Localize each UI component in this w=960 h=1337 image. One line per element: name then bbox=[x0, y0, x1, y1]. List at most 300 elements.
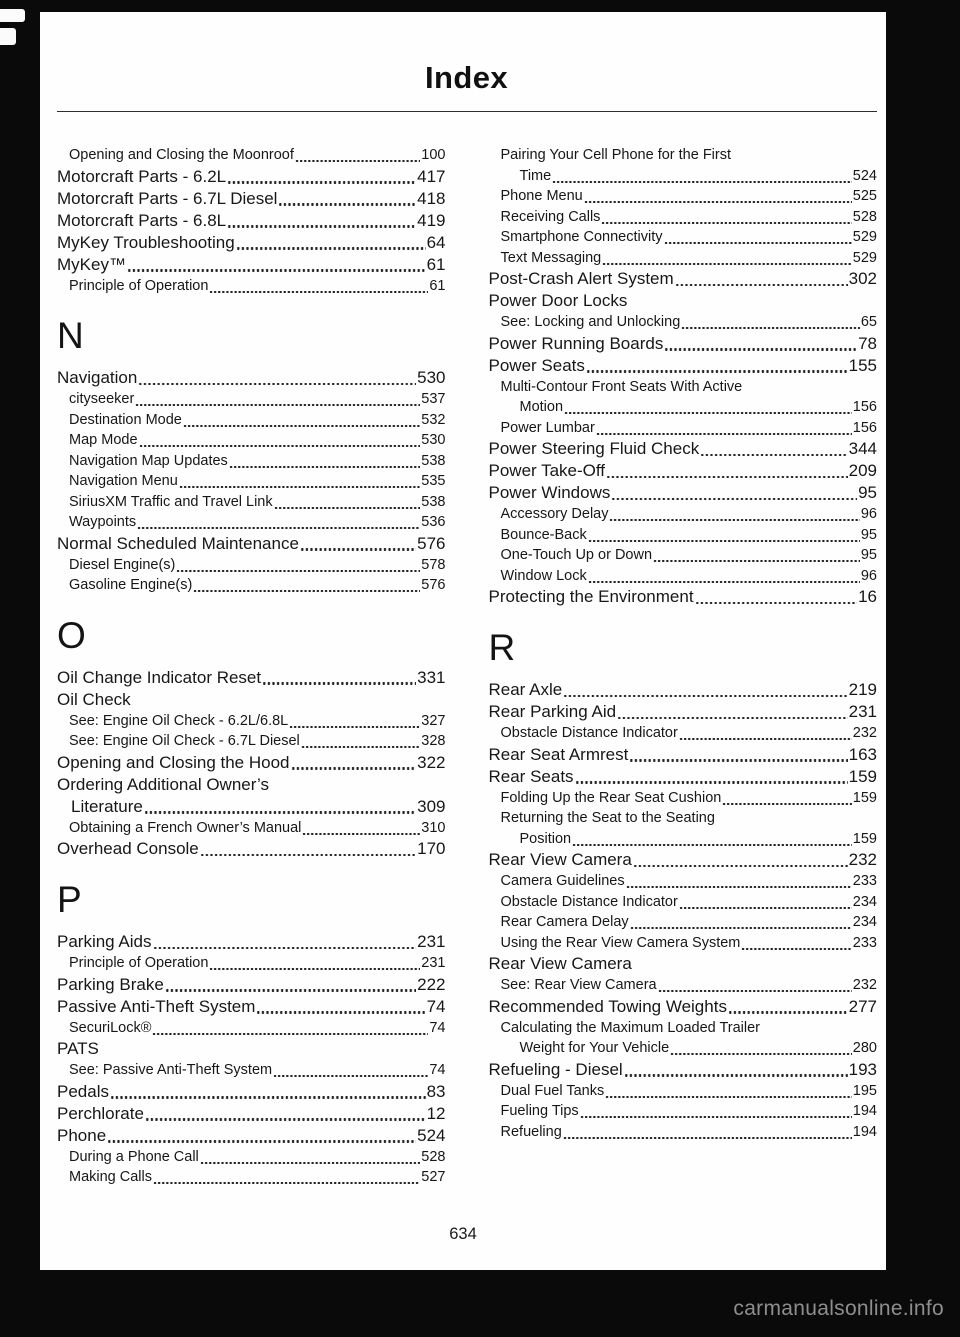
index-entry-text: Navigation Map Updates bbox=[69, 452, 228, 469]
page-header bbox=[40, 12, 886, 98]
index-entry-text: Oil Change Indicator Reset bbox=[57, 667, 262, 687]
index-entry-text: Rear Camera Delay bbox=[500, 914, 629, 930]
index-entry-page: 170 bbox=[417, 839, 446, 858]
index-entry bbox=[489, 545, 878, 566]
index-entry bbox=[57, 492, 446, 513]
dot-leader bbox=[107, 1140, 416, 1142]
index-entry-page: 232 bbox=[852, 977, 877, 993]
dot-leader bbox=[700, 454, 847, 456]
index-section-letter: P bbox=[57, 879, 82, 920]
scan-border-bottom bbox=[0, 1270, 960, 1337]
index-entry-text: Navigation Menu bbox=[69, 473, 178, 489]
index-entry bbox=[489, 377, 878, 398]
dot-leader bbox=[588, 540, 860, 542]
dot-leader bbox=[630, 927, 852, 929]
index-entry-page: 159 bbox=[852, 789, 877, 806]
dot-leader bbox=[200, 1162, 421, 1164]
page-title: Index bbox=[425, 60, 508, 95]
dot-leader bbox=[145, 1118, 426, 1120]
index-entry bbox=[57, 276, 446, 297]
index-entry-page: 231 bbox=[848, 702, 877, 721]
index-entry-text: MyKey Troubleshooting bbox=[57, 232, 235, 252]
index-entry-text: Passive Anti-Theft System bbox=[57, 996, 256, 1016]
dot-leader bbox=[670, 1053, 852, 1055]
index-entry-text: Fueling Tips bbox=[500, 1103, 579, 1119]
index-entry-page: 95 bbox=[860, 547, 877, 563]
index-entry bbox=[489, 460, 878, 482]
dot-leader bbox=[695, 602, 858, 604]
index-entry bbox=[489, 996, 878, 1018]
index-entry bbox=[57, 1018, 446, 1039]
index-entry-page: 576 bbox=[417, 533, 446, 553]
index-entry-text: Perchlorate bbox=[57, 1103, 144, 1123]
index-entry-text: See: Engine Oil Check - 6.2L/6.8L bbox=[69, 712, 289, 729]
dot-leader bbox=[629, 759, 847, 761]
index-entry bbox=[489, 723, 878, 744]
index-entry-text: Rear Axle bbox=[488, 680, 563, 699]
index-entry bbox=[57, 533, 446, 555]
index-entry bbox=[57, 931, 446, 953]
dot-leader bbox=[139, 445, 421, 447]
dot-leader bbox=[262, 682, 416, 684]
index-entry-page: 538 bbox=[421, 452, 446, 469]
scan-border-right bbox=[886, 0, 960, 1337]
index-entry-text: During a Phone Call bbox=[69, 1148, 199, 1165]
dot-leader bbox=[110, 1096, 426, 1098]
index-entry bbox=[57, 210, 446, 232]
index-entry-page: 524 bbox=[852, 167, 877, 184]
dot-leader bbox=[138, 383, 416, 385]
index-entry-text: Principle of Operation bbox=[69, 955, 209, 971]
index-entry bbox=[57, 818, 446, 839]
index-entry bbox=[489, 482, 878, 504]
dot-leader bbox=[127, 269, 426, 271]
index-entry-page: 194 bbox=[852, 1103, 877, 1119]
index-section-letter: R bbox=[488, 627, 516, 668]
dot-leader bbox=[679, 738, 852, 740]
index-entry bbox=[57, 430, 446, 451]
index-entry-page: 529 bbox=[852, 249, 877, 266]
index-entry-text: Receiving Calls bbox=[500, 208, 601, 225]
index-entry bbox=[489, 679, 878, 701]
index-entry bbox=[57, 1125, 446, 1147]
index-entry-text: cityseeker bbox=[69, 391, 135, 407]
index-entry bbox=[57, 389, 446, 410]
index-entry-text: Accessory Delay bbox=[500, 506, 609, 522]
index-entry-text: Camera Guidelines bbox=[500, 873, 625, 889]
dot-leader bbox=[144, 811, 416, 813]
index-entry-text: Power Door Locks bbox=[488, 291, 628, 310]
index-entry bbox=[489, 186, 878, 207]
dot-leader bbox=[572, 844, 852, 846]
index-entry bbox=[57, 774, 446, 796]
index-entry-text: Principle of Operation bbox=[69, 277, 209, 294]
index-entry bbox=[489, 290, 878, 312]
index-entry-page: 537 bbox=[421, 391, 446, 407]
index-entry-page: 280 bbox=[852, 1040, 877, 1056]
index-entry-page: 16 bbox=[858, 587, 877, 606]
index-entry bbox=[489, 1038, 878, 1059]
dot-leader bbox=[295, 160, 420, 162]
index-entry-text: Power Seats bbox=[488, 355, 585, 375]
scan-border-left bbox=[0, 0, 40, 1337]
index-entry-text: Dual Fuel Tanks bbox=[500, 1082, 605, 1099]
index-entry-text: Obtaining a French Owner’s Manual bbox=[69, 819, 302, 836]
index-entry bbox=[57, 752, 446, 774]
index-content bbox=[40, 112, 886, 1188]
index-entry-page: 74 bbox=[426, 996, 446, 1016]
index-entry-page: 344 bbox=[848, 439, 877, 458]
index-entry-page: 95 bbox=[858, 483, 877, 502]
dot-leader bbox=[675, 284, 848, 286]
index-entry-text: Motorcraft Parts - 6.8L bbox=[57, 210, 227, 230]
index-entry bbox=[489, 975, 878, 996]
index-entry bbox=[489, 744, 878, 766]
index-entry-text: Refueling - Diesel bbox=[488, 1059, 623, 1079]
manual-page bbox=[40, 12, 886, 1270]
index-entry-text: Refueling bbox=[500, 1123, 562, 1140]
index-entry-page: 194 bbox=[852, 1123, 877, 1140]
index-entry-page: 322 bbox=[417, 752, 446, 772]
dot-leader bbox=[741, 948, 851, 950]
index-entry-page: 61 bbox=[429, 277, 446, 294]
index-entry-page: 64 bbox=[426, 232, 446, 252]
index-entry-page: 277 bbox=[848, 996, 877, 1016]
index-entry bbox=[489, 418, 878, 439]
dot-leader bbox=[301, 746, 421, 748]
index-entry bbox=[489, 892, 878, 913]
index-entry-text: PATS bbox=[57, 1039, 99, 1058]
index-entry-page: 96 bbox=[860, 567, 877, 584]
index-entry-page: 61 bbox=[426, 254, 446, 274]
page-corner-artifact bbox=[0, 28, 16, 45]
index-entry-page: 532 bbox=[421, 411, 446, 428]
dot-leader bbox=[563, 1137, 852, 1139]
index-entry-text: See: Engine Oil Check - 6.7L Diesel bbox=[69, 733, 300, 749]
index-entry bbox=[57, 512, 446, 533]
index-entry bbox=[57, 555, 446, 576]
dot-leader bbox=[605, 1096, 852, 1098]
index-entry-text: Gasoline Engine(s) bbox=[69, 577, 193, 593]
index-entry-page: 155 bbox=[848, 355, 877, 375]
index-entry-text: Ordering Additional Owner’s bbox=[57, 774, 269, 794]
dot-leader bbox=[300, 548, 416, 550]
index-entry-page: 95 bbox=[860, 526, 877, 543]
index-entry bbox=[57, 166, 446, 188]
index-entry-text: Overhead Console bbox=[57, 839, 199, 858]
index-entry bbox=[57, 471, 446, 492]
index-entry-text: Using the Rear View Camera System bbox=[500, 934, 741, 951]
dot-leader bbox=[209, 968, 420, 970]
dot-leader bbox=[153, 947, 417, 949]
dot-leader bbox=[176, 570, 420, 572]
index-entry-text: Rear Seats bbox=[488, 766, 574, 786]
index-entry-page: 65 bbox=[860, 314, 877, 330]
dot-leader bbox=[664, 242, 852, 244]
index-entry bbox=[57, 575, 446, 596]
index-entry-text: Protecting the Environment bbox=[488, 587, 694, 606]
index-entry bbox=[489, 766, 878, 788]
dot-leader bbox=[291, 767, 417, 769]
index-entry-text: Motion bbox=[519, 399, 564, 415]
index-entry bbox=[57, 838, 446, 860]
dot-leader bbox=[575, 781, 848, 783]
dot-leader bbox=[165, 989, 416, 991]
index-column-left bbox=[57, 145, 446, 1188]
index-entry-page: 328 bbox=[421, 733, 446, 749]
index-entry bbox=[57, 367, 446, 389]
dot-leader bbox=[588, 581, 860, 583]
dot-leader bbox=[611, 498, 857, 500]
index-entry-text: Map Mode bbox=[69, 432, 138, 448]
index-entry-page: 528 bbox=[421, 1148, 446, 1165]
index-entry bbox=[489, 166, 878, 187]
index-entry-page: 525 bbox=[852, 188, 877, 204]
dot-leader bbox=[626, 886, 852, 888]
index-entry bbox=[57, 232, 446, 254]
index-entry-text: See: Rear View Camera bbox=[500, 977, 657, 993]
dot-leader bbox=[653, 560, 860, 562]
page-corner-artifact bbox=[0, 9, 25, 22]
index-entry-text: Opening and Closing the Moonroof bbox=[69, 147, 294, 163]
index-entry-text: Normal Scheduled Maintenance bbox=[57, 533, 299, 553]
page-number: 634 bbox=[449, 1225, 477, 1243]
index-entry-page: 417 bbox=[417, 166, 446, 186]
index-entry bbox=[489, 912, 878, 933]
index-entry-page: 578 bbox=[421, 556, 446, 573]
index-entry-text: Rear View Camera bbox=[488, 850, 632, 869]
index-entry bbox=[489, 312, 878, 333]
index-entry bbox=[489, 829, 878, 850]
index-entry bbox=[57, 1038, 446, 1060]
index-entry-page: 195 bbox=[852, 1082, 877, 1099]
index-entry-text: Literature bbox=[71, 796, 143, 816]
index-entry-text: SiriusXM Traffic and Travel Link bbox=[69, 493, 273, 510]
index-entry-text: Calculating the Maximum Loaded Trailer bbox=[500, 1019, 761, 1036]
index-entry-page: 156 bbox=[852, 399, 877, 415]
index-entry-page: 159 bbox=[852, 830, 877, 847]
dot-leader bbox=[183, 425, 420, 427]
index-entry-text: MyKey™ bbox=[57, 254, 126, 274]
index-entry bbox=[57, 667, 446, 689]
index-entry-page: 530 bbox=[417, 368, 446, 387]
index-entry-text: Pairing Your Cell Phone for the First bbox=[500, 147, 732, 163]
index-entry bbox=[57, 145, 446, 166]
index-entry-page: 156 bbox=[852, 419, 877, 436]
index-entry-text: Power Steering Fluid Check bbox=[488, 439, 700, 458]
index-entry-page: 74 bbox=[429, 1019, 446, 1036]
index-entry-page: 309 bbox=[417, 796, 446, 816]
dot-leader bbox=[278, 203, 416, 205]
index-section-letter: N bbox=[57, 315, 84, 356]
index-entry-page: 222 bbox=[417, 974, 446, 994]
index-entry-page: 193 bbox=[848, 1059, 877, 1079]
dot-leader bbox=[153, 1182, 420, 1184]
index-entry-page: 163 bbox=[848, 744, 877, 764]
index-entry-page: 12 bbox=[426, 1103, 446, 1123]
index-entry-page: 528 bbox=[852, 208, 877, 225]
dot-leader bbox=[209, 291, 428, 293]
index-entry-page: 233 bbox=[852, 873, 877, 889]
index-entry-text: Weight for Your Vehicle bbox=[519, 1040, 670, 1056]
index-entry bbox=[489, 333, 878, 355]
index-entry-page: 331 bbox=[417, 667, 446, 687]
index-entry bbox=[57, 1147, 446, 1168]
index-entry-text: Post-Crash Alert System bbox=[488, 269, 674, 288]
index-entry-text: Window Lock bbox=[500, 567, 587, 584]
index-entry-text: One-Touch Up or Down bbox=[500, 547, 653, 563]
index-entry-text: Obstacle Distance Indicator bbox=[500, 725, 678, 741]
index-entry-page: 232 bbox=[852, 725, 877, 741]
index-entry-page: 83 bbox=[426, 1081, 446, 1101]
index-entry-page: 530 bbox=[421, 432, 446, 448]
index-entry-text: Bounce-Back bbox=[500, 526, 587, 543]
index-entry-text: Rear Seat Armrest bbox=[488, 744, 629, 764]
index-entry-text: Smartphone Connectivity bbox=[500, 229, 663, 245]
index-entry bbox=[57, 953, 446, 974]
index-entry-page: 529 bbox=[852, 229, 877, 245]
dot-leader bbox=[135, 404, 420, 406]
index-entry-page: 302 bbox=[848, 269, 877, 288]
dot-leader bbox=[137, 527, 420, 529]
index-entry bbox=[489, 788, 878, 809]
dot-leader bbox=[236, 247, 426, 249]
index-entry-text: Rear View Camera bbox=[488, 954, 632, 973]
index-entry bbox=[57, 1081, 446, 1103]
dot-leader bbox=[664, 348, 857, 350]
dot-leader bbox=[596, 433, 852, 435]
index-entry-page: 233 bbox=[852, 934, 877, 951]
index-entry-text: Parking Brake bbox=[57, 974, 164, 994]
dot-leader bbox=[584, 201, 852, 203]
dot-leader bbox=[229, 466, 421, 468]
index-entry bbox=[489, 701, 878, 723]
index-entry-text: Waypoints bbox=[69, 514, 137, 530]
dot-leader bbox=[586, 370, 848, 372]
index-entry bbox=[57, 996, 446, 1018]
dot-leader bbox=[200, 854, 416, 856]
index-entry bbox=[57, 796, 446, 818]
index-entry bbox=[489, 1059, 878, 1081]
dot-leader bbox=[679, 907, 852, 909]
dot-leader bbox=[552, 181, 852, 183]
index-entry-page: 234 bbox=[852, 914, 877, 930]
dot-leader bbox=[289, 726, 420, 728]
dot-leader bbox=[256, 1011, 425, 1013]
index-entry bbox=[489, 438, 878, 460]
index-entry-text: Position bbox=[519, 830, 572, 847]
index-entry bbox=[489, 397, 878, 418]
watermark: carmanualsonline.info bbox=[733, 1297, 944, 1320]
index-entry-text: Obstacle Distance Indicator bbox=[500, 893, 678, 910]
dot-leader bbox=[681, 327, 860, 329]
index-entry-text: Diesel Engine(s) bbox=[69, 556, 176, 573]
index-entry-text: Text Messaging bbox=[500, 249, 602, 266]
index-entry-page: 96 bbox=[860, 506, 877, 522]
index-entry-text: Recommended Towing Weights bbox=[488, 996, 727, 1016]
index-entry-page: 231 bbox=[417, 932, 446, 951]
index-entry bbox=[489, 1018, 878, 1039]
index-entry bbox=[57, 410, 446, 431]
index-entry-text: Opening and Closing the Hood bbox=[57, 752, 290, 772]
index-entry bbox=[489, 933, 878, 954]
index-entry bbox=[57, 1103, 446, 1125]
index-entry-text: Phone bbox=[57, 1125, 107, 1145]
index-entry bbox=[489, 207, 878, 228]
index-entry bbox=[57, 711, 446, 732]
dot-leader bbox=[302, 833, 420, 835]
index-entry-page: 538 bbox=[421, 493, 446, 510]
index-entry-page: 100 bbox=[421, 147, 446, 163]
index-entry-page: 535 bbox=[421, 473, 446, 489]
index-entry-text: Motorcraft Parts - 6.2L bbox=[57, 166, 227, 186]
index-entry-text: Making Calls bbox=[69, 1169, 152, 1185]
dot-leader bbox=[273, 1075, 428, 1077]
index-entry-page: 576 bbox=[421, 577, 446, 593]
index-entry-text: SecuriLock® bbox=[69, 1019, 152, 1036]
index-entry bbox=[489, 566, 878, 587]
index-entry bbox=[57, 731, 446, 752]
index-entry-text: Power Lumbar bbox=[500, 419, 595, 436]
dot-leader bbox=[609, 519, 859, 521]
index-entry bbox=[489, 227, 878, 248]
index-entry bbox=[57, 974, 446, 996]
index-entry bbox=[489, 504, 878, 525]
index-entry bbox=[57, 451, 446, 472]
index-entry bbox=[489, 1081, 878, 1102]
dot-leader bbox=[179, 486, 420, 488]
index-entry bbox=[57, 1060, 446, 1081]
index-entry-text: Parking Aids bbox=[57, 932, 152, 951]
dot-leader bbox=[274, 507, 421, 509]
index-entry bbox=[57, 689, 446, 711]
index-entry bbox=[57, 254, 446, 276]
dot-leader bbox=[152, 1033, 428, 1035]
dot-leader bbox=[624, 1074, 848, 1076]
index-entry bbox=[489, 586, 878, 608]
dot-leader bbox=[193, 590, 420, 592]
index-entry-page: 310 bbox=[421, 819, 446, 836]
dot-leader bbox=[633, 865, 848, 867]
index-entry-text: Navigation bbox=[57, 368, 138, 387]
dot-leader bbox=[728, 1011, 848, 1013]
index-entry bbox=[489, 355, 878, 377]
index-entry-page: 232 bbox=[848, 850, 877, 869]
index-entry-page: 159 bbox=[848, 766, 877, 786]
dot-leader bbox=[580, 1116, 852, 1118]
dot-leader bbox=[617, 717, 848, 719]
index-entry-page: 524 bbox=[417, 1125, 446, 1145]
index-entry bbox=[489, 248, 878, 269]
index-entry-text: Pedals bbox=[57, 1081, 109, 1101]
index-entry bbox=[489, 525, 878, 546]
index-entry-page: 219 bbox=[848, 680, 877, 699]
index-entry-text: Rear Parking Aid bbox=[488, 702, 617, 721]
index-entry-text: Power Take-Off bbox=[488, 461, 606, 480]
dot-leader bbox=[602, 263, 852, 265]
index-section-letter: O bbox=[57, 614, 86, 656]
index-entry-page: 234 bbox=[852, 893, 877, 910]
index-entry-text: Folding Up the Rear Seat Cushion bbox=[500, 789, 722, 806]
index-entry-page: 536 bbox=[421, 514, 446, 530]
index-entry bbox=[57, 1167, 446, 1188]
index-entry bbox=[489, 145, 878, 166]
index-entry-page: 418 bbox=[417, 188, 446, 208]
index-entry-page: 527 bbox=[421, 1169, 446, 1185]
index-entry bbox=[489, 953, 878, 975]
dot-leader bbox=[601, 222, 851, 224]
scan-border-top bbox=[0, 0, 960, 12]
